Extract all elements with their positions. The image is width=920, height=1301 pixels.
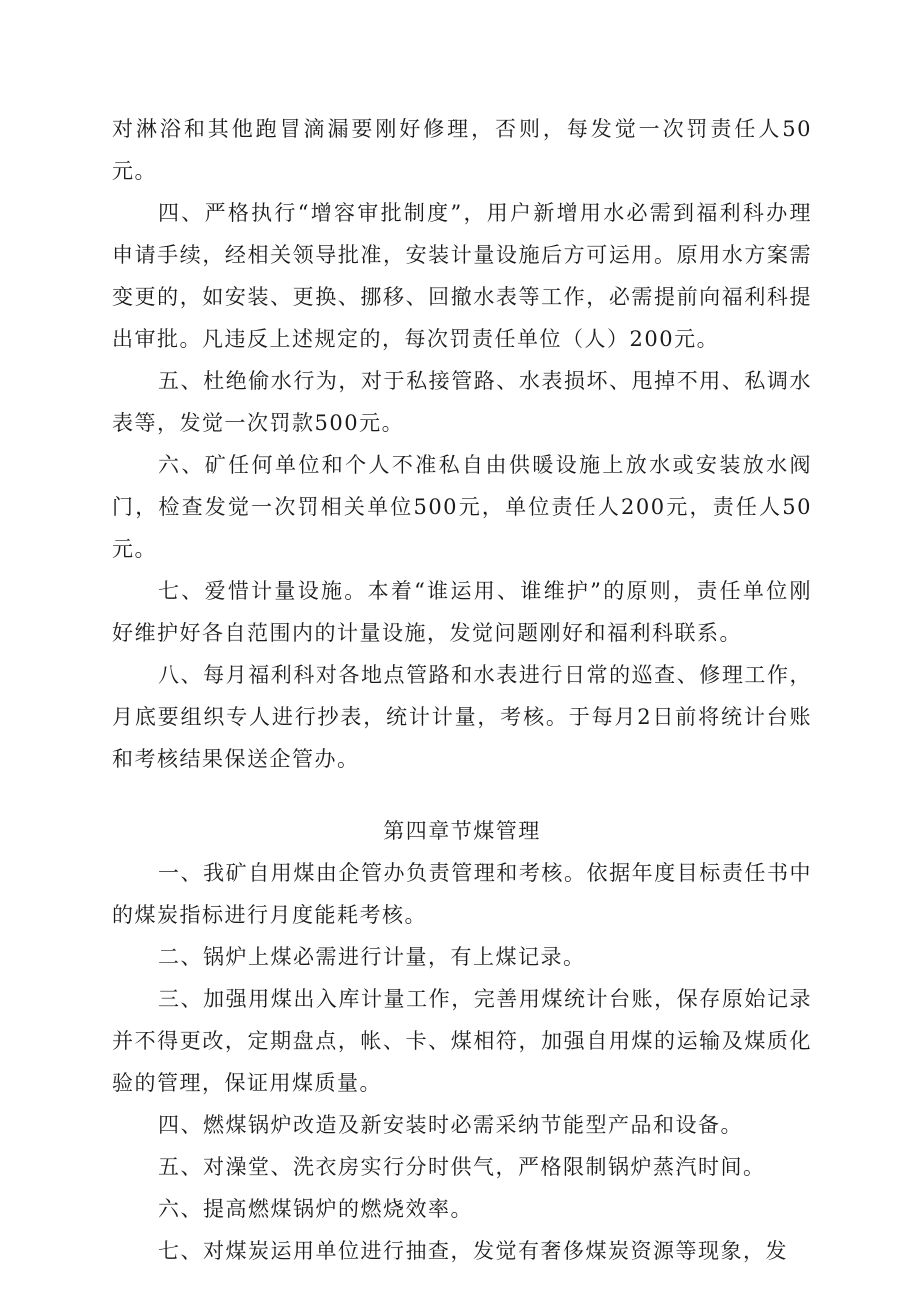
paragraph-coal-1: 一、我矿自用煤由企管办负责管理和考核。依据年度目标责任书中的煤炭指标进行月度能耗考核。 bbox=[112, 861, 812, 927]
paragraph-item-4: 四、严格执行“增容审批制度”，用户新增用水必需到福利科办理申请手续，经相关领导批准，安装计量设施后方可运用。原用水方案需变更的，如安装、更换、挪移、回撤水表等工作，必需提前向福利科提出审批。凡违反上述规定的，每次罚责任单位（人）200元。 bbox=[112, 201, 812, 351]
paragraph-coal-3: 三、加强用煤出入库计量工作，完善用煤统计台账，保存原始记录并不得更改，定期盘点，帐、卡、煤相符，加强自用煤的运输及煤质化验的管理，保证用煤质量。 bbox=[112, 987, 812, 1095]
paragraph-coal-5: 五、对澡堂、洗衣房实行分时供气，严格限制锅炉蒸汽时间。 bbox=[158, 1155, 766, 1179]
paragraph-coal-2: 二、锅炉上煤必需进行计量，有上煤记录。 bbox=[158, 945, 586, 969]
paragraph-item-6: 六、矿任何单位和个人不准私自由供暖设施上放水或安装放水阀门，检查发觉一次罚相关单位500元，单位责任人200元，责任人50元。 bbox=[112, 453, 812, 561]
document-page bbox=[112, 108, 812, 1272]
paragraph-coal-7: 七、对煤炭运用单位进行抽查，发觉有奢侈煤炭资源等现象，发 bbox=[158, 1239, 788, 1263]
paragraph-item-7: 七、爱惜计量设施。本着“谁运用、谁维护”的原则，责任单位刚好维护好各自范围内的计量设施，发觉问题刚好和福利科联系。 bbox=[112, 579, 812, 645]
paragraph-coal-4: 四、燃煤锅炉改造及新安装时必需采纳节能型产品和设备。 bbox=[158, 1113, 743, 1137]
paragraph-continuation: 对淋浴和其他跑冒滴漏要刚好修理，否则，每发觉一次罚责任人50元。 bbox=[112, 117, 812, 183]
section-title: 第四章节煤管理 bbox=[383, 819, 541, 843]
paragraph-item-5: 五、杜绝偷水行为，对于私接管路、水表损坏、甩掉不用、私调水表等，发觉一次罚款500元。 bbox=[112, 369, 812, 435]
paragraph-item-8: 八、每月福利科对各地点管路和水表进行日常的巡查、修理工作，月底要组织专人进行抄表，统计计量，考核。于每月2日前将统计台账和考核结果保送企管办。 bbox=[112, 663, 812, 771]
paragraph-coal-6: 六、提高燃煤锅炉的燃烧效率。 bbox=[158, 1197, 473, 1221]
